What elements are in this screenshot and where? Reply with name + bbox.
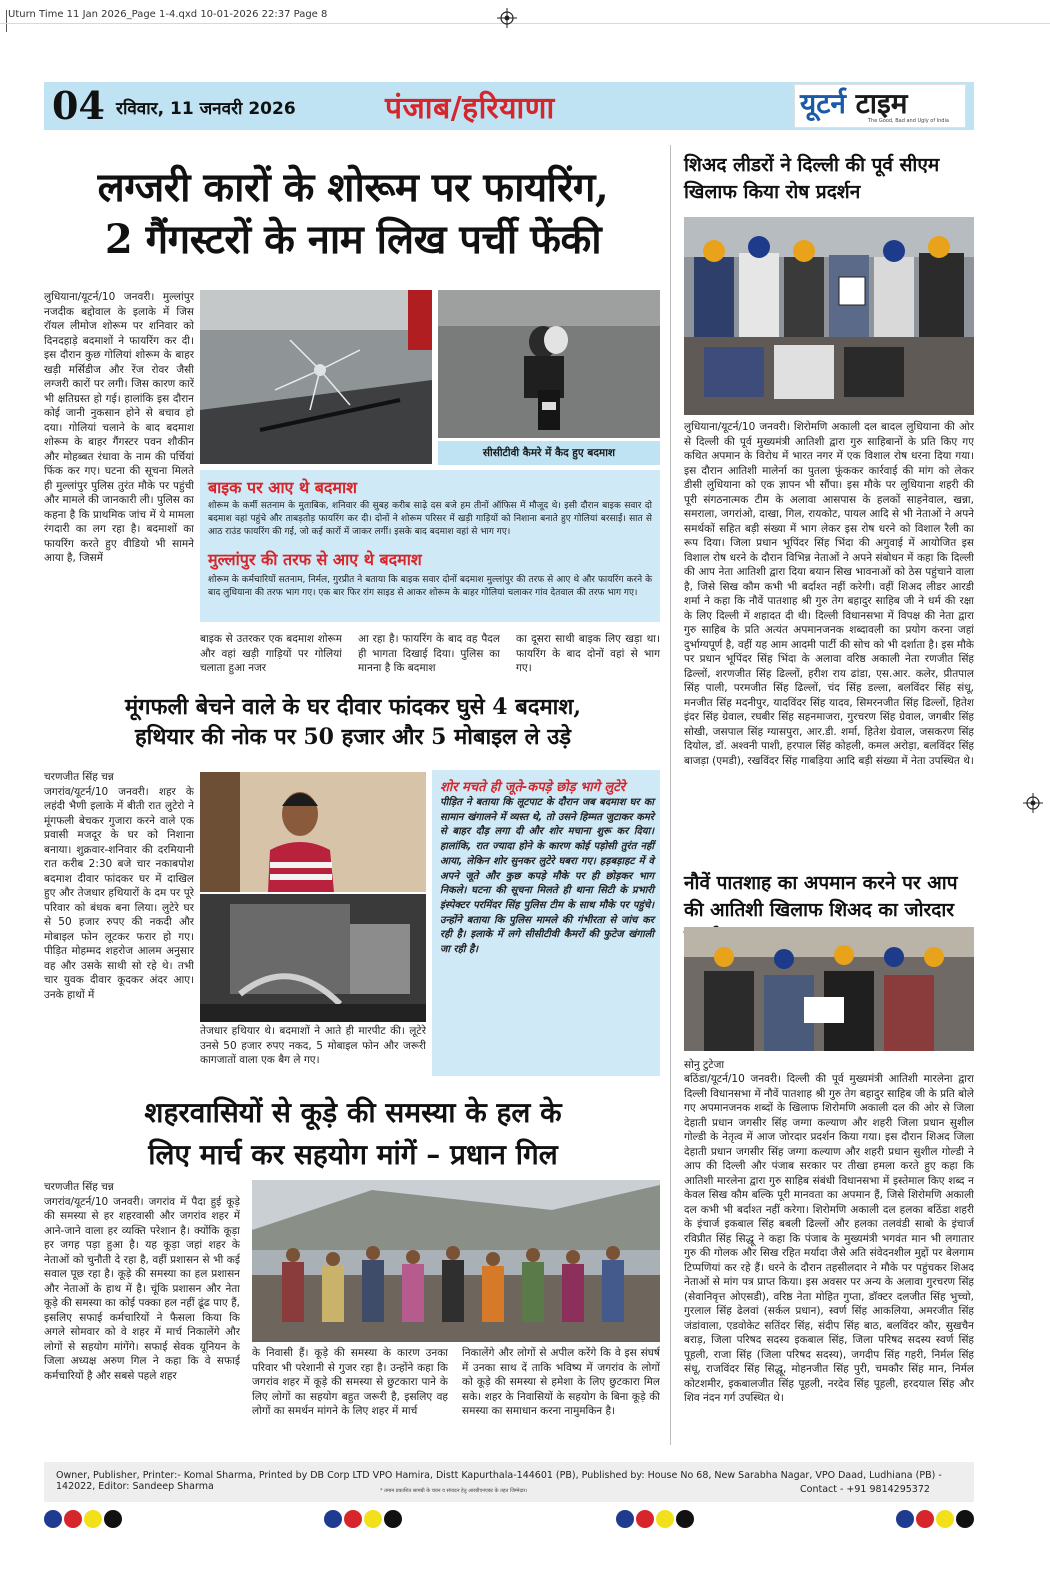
sidebar-subheading: बाइक पर आए थे बदमाश [208, 478, 357, 497]
article3-column3: निकालेंगे और लोगों से अपील करेंगे कि वे इस संघर्ष में उनका साथ दें ताकि भविष्य में जगरांव के लोगों को कूड़े की समस्या से हमेशा के लिए छुटकारा मिल सके। शहर के निवासियों के सहयोग के बिना कूड़े की समस्या का समाधान करना नामुमकिन है। [462, 1347, 660, 1417]
dot-black-icon [104, 1510, 122, 1528]
cracked-windshield-photo [200, 290, 432, 464]
dot-black-icon [384, 1510, 402, 1528]
dot-blue-icon [44, 1510, 62, 1528]
color-registration-dots [44, 1510, 124, 1530]
article1-column1: लुधियाना/यूटर्न/10 जनवरी। मुल्लांपुर नजदीक बद्दोवाल के इलाके में जिस रॉयल लीमोज शोरूम पर शनिवार को दिनदहाड़े बदमाशों ने फायरिंग कर दी। इस दौरान कुछ गोलियां शोरूम के बाहर खड़ी मर्सिडीज और रेंज रोवर जैसी लग्जरी कारों पर लगी। जिस कारण कारें भी क्षतिग्रस्त हो गई। हालांकि इस दौरान कोई जानी नुकसान होने से बचाव हो दया। गोलियां चलाने के बाद बदमाश शोरूम के बाहर गैंगस्टर पवन शौकीन और मोहब्बत रंधावा के नाम की पर्चियां फिंक कर गए। घटना की सूचना मिलते ही मुल्लांपुर पुलिस तुरंत मौके पर पहुंची और मामले की जानकारी ली। पुलिस का कहना है कि प्राथमिक जांच में ये मामला रंगदारी का लग रहा है। बदमाशों का फायरिंग करते हुए वीडियो भी सामने आया है, जिसमें [44, 291, 194, 564]
dot-yellow-icon [84, 1510, 102, 1528]
crime-scene-photo [200, 894, 426, 1022]
dot-yellow-icon [364, 1510, 382, 1528]
article3-headline-line2: लिए मार्च कर सहयोग मांगें – प्रधान गिल [148, 1138, 558, 1171]
article2-column2: तेजधार हथियार थे। बदमाशों ने आते ही मारपीट की। लूटेरे उनसे 50 हजार रुपए नकद, 5 मोबाइल फोन और जरूरी कागजातों वाला एक बैग ले गए। [200, 1025, 426, 1066]
page-number: 04 [52, 83, 105, 128]
right-story2-body: बठिंडा/यूटर्न/10 जनवरी। दिल्ली की पूर्व मुख्यमंत्री आतिशी मारलेना द्वारा दिल्ली विधानसभा में नौवें पातशाह श्री गुरु तेग बहादुर साहिब जी के प्रति बोले गए अपमानजनक शब्दों के खिलाफ शिरोमणि अकाली दल की ओर से जिला देहाती प्रधान जगसीर सिंह जग्गा कल्याण और शहरी जिला प्रधान सुशील गोल्डी के नेतृत्व में आज जोरदार प्रदर्शन किया गया। इस दौरान शिअद जिला देहाती प्रधान जगसीर सिंह जग्गा कल्याण और शहरी प्रधान सुशील गोल्डी ने आप की दिल्ली और पंजाब सरकार पर तीखा हमला करते हुए कहा कि आतिशी मारलेना द्वारा गुरु साहिब संबंधी विधानसभा में इस्तेमाल किए शब्द न केवल सिख कौम बल्कि पूरी मानवता का अपमान हैं, जिसे शिरोमणि अकाली दल कभी भी बर्दाश्त नहीं करेगा। शिरोमणि अकाली दल हलका बठिंडा शहरी के इंचार्ज इकबाल सिंह बबली ढिल्लों और हलका तलवंडी साबो के इंचार्ज रविप्रीत सिंह सिद्धू ने कहा कि पंजाब के मुख्यमंत्री भगवंत मान भी लगातार गुरु की गोलक और सिख रहित मर्यादा जैसे अति संवेदनशील मुद्दों पर बेलगाम टिप्पणियां कर रहे हैं। धरने के दौरान तहसीलदार ने मौके पर पहुंचकर शिअद नेताओं से मांग पत्र प्राप्त किया। इस अवसर पर अन्य के अलावा गुरचरण सिंह (सेवानिवृत्त ओएसडी), वरिष्ठ नेता मोहित गुप्ता, डॉक्टर दलजीत सिंह भुच्चो, गुरलाल सिंह ढेलवां (सर्कल प्रधान), स्वर्ण सिंह आकलिया, अमरजीत सिंह जंडांवाला, एडवोकेट सतिंदर सिंह, संदीप सिंह बाठ, बलविंदर कौर, सुखचैन बराड़, जिला परिषद सदस्य इकबाल सिंह, जिला परिषद सदस्य स्वर्ण सिंह पूहली, राजा सिंह (जिला परिषद सदस्य), जगदीप सिंह गहरी, निर्मल सिंह संधू, राजविंदर सिंह सिद्धू, मोहनजीत सिंह पुरी, चमकौर सिंह मान, निर्मल कोटशमीर, इकबालजीत सिंह पूहली, नरदेव सिंह पूहली, हरदयाल सिंह और शिव नंदन गर्ग उपस्थित थे। [684, 1073, 974, 1404]
registration-mark-icon [497, 8, 517, 28]
masthead-logo-part-b: टाइम [845, 87, 908, 120]
sidebar-subheading: शोर मचते ही जूते-कपड़े छोड़ भागे लुटेरे [440, 780, 626, 795]
dot-black-icon [956, 1510, 974, 1528]
article2-headline-line1: मूंगफली बेचने वाले के घर दीवार फांदकर घुसे 4 बदमाश, [125, 694, 581, 720]
imprint-note: * तमाम प्रकाशित सामग्री के चयन व संपादन हेतु आरबीएनएक्ट के तहत जिम्मेदार। [380, 1488, 528, 1494]
sad-dharna-photo [684, 217, 974, 415]
article1-headline [42, 162, 664, 266]
dot-blue-icon [896, 1510, 914, 1528]
dot-red-icon [916, 1510, 934, 1528]
right-story1-body: लुधियाना/यूटर्न/10 जनवरी। शिरोमणि अकाली दल बादल लुधियाना की ओर से दिल्ली की पूर्व मुख्यमंत्री आतिशी द्वारा गुरु साहिबानों के प्रति किए गए कथित अपमान के विरोध में भारत नगर में एक विशाल रोष धरना दिया गया। इस दौरान आतिशी मालेर्ना का पुतला फूंककर कार्रवाई की मांग को लेकर डीसी लुधियाना को एक ज्ञापन भी सौंपा। इस मौके पर लुधियाना शहरी की पूरी संगठनात्मक टीम के अलावा आसपास के हलकों साहनेवाल, खन्ना, समराला, जगरांओ, दाखा, गिल, रायकोट, पायल आदि से भी नेताओं ने अपने समर्थकों सहित बड़ी संख्या में भाग लेकर इस रोष धरने को विशाल रैली का रूप दिया। जिला प्रधान भूपिंदर सिंह भिंदा की अगुवाई में आयोजित इस विशाल रोष धरने के दौरान विभिन्न नेताओं ने अपने संबोधन में कहा कि दिल्ली की आप नेता आतिशी द्वारा दिया बयान सिख भावनाओं को ठेस पहुंचाने वाला है, जिसे सिख कौम कभी भी बर्दाश्त नहीं करेगी। वहीं शिअद लीडर आरडी शर्मा ने कहा कि नौवें पातशाह श्री गुरु तेग बहादुर साहिब जी ने धर्म की रक्षा के लिए दिल्ली में शहादत दी थी। दिल्ली विधानसभा में विपक्ष की नेता द्वारा गुरु साहिब के प्रति अत्यंत अपमानजनक शब्दावली का प्रयोग करना जहां दुर्भाग्यपूर्ण है, वहीं यह आम आदमी पार्टी की सोच को भी दर्शाता है। इस मौके पर प्रधान भूपिंदर सिंह भिंदा के अलावा वरिष्ठ अकाली नेता रणजीत सिंह ढिल्लों, शरणजीत सिंह ढिल्लों, हरीश राय ढांडा, एस.आर. कलेर, प्रीतपाल सिंह पाली, परमजीत सिंह ढिल्लों, चंद सिंह डल्ला, बलविंदर सिंह संधू, मनजीत सिंह मदनीपुर, यादविंदर सिंह यादव, सिमरनजीत सिंह ढिल्लों, हितेश इंदर सिंह ग्रेवाल, रघबीर सिंह सहनमाजरा, गुरचरण सिंह ग्रेवाल, जगबीर सिंह सोखी, जसपाल सिंह ग्यासपुरा, आर.डी. शर्मा, हितेश ग्रेवाल, जसकरण सिंह दियोल, डॉ. अश्वनी पाशी, हरपाल सिंह कोहली, कमल अरोड़ा, बलविंदर सिंह बाजड़ा (एमडी), रखविंदर सिंह गाबड़िया आदि बड़ी संख्या में नेता उपस्थित थे। [684, 421, 974, 767]
print-slug: Uturn Time 11 Jan 2026_Page 1-4.qxd 10-01-2026 22:37 Page 8 [8, 9, 328, 20]
sidebar-subheading: मुल्लांपुर की तरफ से आए थे बदमाश [208, 550, 422, 569]
article3-column1 [44, 1180, 240, 1442]
registration-mark-icon [1023, 793, 1043, 813]
masthead-logo-part-a: यूटर्न [800, 87, 846, 120]
byline: चरणजीत सिंह चन्न [44, 1181, 114, 1193]
slug-divider [0, 23, 1050, 24]
article1-headline-line2: 2 गैंगस्टरों के नाम लिख पर्ची फेंकी [104, 216, 602, 263]
dot-red-icon [64, 1510, 82, 1528]
crop-mark [6, 10, 7, 32]
victim-portrait-photo [200, 772, 426, 892]
article2-headline-line2: हथियार की नोक पर 50 हजार और 5 मोबाइल ले उड़े [134, 724, 572, 750]
imprint-contact: Contact - +91 9814295372 [800, 1484, 930, 1495]
section-title: पंजाब/हरियाणा [385, 91, 555, 126]
dot-red-icon [344, 1510, 362, 1528]
article2-body: जगरांव/यूटर्न/10 जनवरी। शहर के लहंदी भैणी इलाके में बीती रात लुटेरो ने मूंगफली बेचकर गुजारा करने वाले एक प्रवासी मजदूर के घर को निशाना बनाया। शुक्रवार-शनिवार की दरमियानी रात करीब 2:30 बजे चार नकाबपोश बदमाश दीवार फांदकर घर में दाखिल हुए और तेजधार हथियारों के दम पर पूरे परिवार को बंधक बना लिया। लुटेरे घर से 50 हजार रुपए की नकदी और मोबाइल फोन लूटकर फरार हो गए। पीड़ित मोहम्मद शहरोज आलम अनुसार वह और उसके साथी सो रहे थे। तभी चार युवक दीवार कूदकर अंदर आए। उनके हाथों में [44, 785, 194, 1001]
byline: चरणजीत सिंह चन्न [44, 771, 114, 783]
color-registration-dots [324, 1510, 404, 1530]
sanitation-march-photo [252, 1180, 660, 1342]
article3-headline-line1: शहरवासियों से कूड़े की समस्या के हल के [144, 1096, 562, 1129]
right-story2-headline: नौवें पातशाह का अपमान करने पर आप की आतिशी खिलाफ शिअद का जोरदार [684, 872, 958, 921]
article1-column3: आ रहा है। फायरिंग के बाद वह पैदल ही भागता दिखाई दिया। पुलिस का मानना है कि बदमाश [358, 633, 500, 674]
article1-column2: बाइक से उतरकर एक बदमाश शोरूम और वहां खड़ी गाड़ियों पर गोलियां चलाता हुआ नजर [200, 633, 342, 674]
right-story1-headline: शिअद लीडरों ने दिल्ली की पूर्व सीएम खिलाफ किया रोष प्रदर्शन [684, 154, 940, 203]
imprint-line: Owner, Publisher, Printer:- Komal Sharma, Printed by DB Corp LTD VPO Hamira, Distt Kapurthala-144601 (PB), Published by: House No 68, New Sarabha Nagar, VPO Daad, Ludhiana (PB) - 142022, Editor: Sandeep Sharma [56, 1470, 942, 1492]
sidebar-text: शोरूम के कर्मी सतनाम के मुताबिक, शनिवार की सुबह करीब साढ़े दस बजे हम तीनों ऑफिस में मौजूद थे। इसी दौरान बाइक सवार दो बदमाश वहां पहुंचे और ताबड़तोड़ फायरिंग कर दी। दोनों ने शोरूम परिसर में खड़ी गाड़ियों को निशाना बनाते हुए गोलियां बरसाईं। सात से आठ राउंड फायरिंग की गई, जो कई कारों में जाकर लगीं। इसके बाद बदमाश वहां से भाग गए। [208, 501, 652, 537]
color-registration-dots [896, 1510, 976, 1530]
article3-body: जगरांव/यूटर्न/10 जनवरी। जगरांव में पैदा हुई कूड़े की समस्या से हर शहरवासी और जगरांव शहर में आने-जाने वाला हर व्यक्ति परेशान है। क्योंकि कूड़ा हर जगह पड़ा हुआ है। यह कूड़ा जहां शहर के नेताओं को चुनौती दे रहा है, वहीं प्रशासन से भी कई सवाल पूछ रहा है। कूड़े की समस्या का हल प्रशासन और नेताओं के हाथ में है। चूंकि प्रशासन और नेता कूड़े की समस्या का कोई पक्का हल नहीं ढूंढ पाए हैं, इसलिए सफाई कर्मचारियों ने फैसला किया कि अगले सोमवार को वे शहर में मार्च निकालेंगे और लोगों से सहयोग मांगेंगे। सफाई सेवक यूनियन के जिला अध्यक्ष अरुण गिल ने कहा कि वे सफाई कर्मचारियों है और सबसे पहले शहर [44, 1195, 240, 1382]
cctv-bike-photo [438, 290, 660, 438]
article3-column2: के निवासी हैं। कूड़े की समस्या के कारण उनका परिवार भी परेशानी से गुजर रहा है। उन्होंने कहा कि जगरांव शहर में कूड़े की समस्या से छुटकारा पाने के लिए लोगों का सहयोग बहुत जरूरी है, इसलिए वह लोगों का समर्थन मांगने के लिए शहर में मार्च [252, 1347, 448, 1417]
sidebar-text: पीड़ित ने बताया कि लूटपाट के दौरान जब बदमाश घर का सामान खंगालने में व्यस्त थे, तो उसने हिम्मत जुटाकर कमरे से बाहर दौड़ लगा दी और शोर मचाना शुरू कर दिया। हालांकि, रात ज्यादा होने के कारण कोई पड़ोसी तुरंत नहीं आया, लेकिन शोर सुनकर लुटेरे घबरा गए। हड़बड़ाहट में वे अपने जूते और कुछ कपड़े मौके पर ही छोड़कर भाग निकले। घटना की सूचना मिलते ही थाना सिटी के प्रभारी इंस्पेक्टर परमिंदर सिंह पुलिस टीम के साथ मौके पर पहुंचे। उन्होंने बताया कि पुलिस मामले की गंभीरता से जांच कर रही है। इलाके में लगे सीसीटीवी कैमरों की फुटेज खंगाली जा रही है। [440, 797, 654, 956]
article2-headline [42, 692, 664, 752]
masthead-tagline: The Good, Bad and Ugly of India [868, 118, 949, 124]
article1-headline-line1: लग्जरी कारों के शोरूम पर फायरिंग, [97, 164, 609, 211]
byline: सोनु टुटेजा [684, 1059, 725, 1071]
dot-blue-icon [616, 1510, 634, 1528]
article2-column1 [44, 770, 194, 1076]
dot-black-icon [676, 1510, 694, 1528]
issue-date: रविवार, 11 जनवरी 2026 [116, 99, 296, 119]
dot-yellow-icon [656, 1510, 674, 1528]
dot-yellow-icon [936, 1510, 954, 1528]
dot-red-icon [636, 1510, 654, 1528]
dot-blue-icon [324, 1510, 342, 1528]
photo-caption: सीसीटीवी कैमरे में कैद हुए बदमाश [438, 441, 660, 465]
color-registration-dots [616, 1510, 696, 1530]
article3-headline [42, 1092, 664, 1176]
memorandum-photo [684, 927, 974, 1051]
sidebar-text: शोरूम के कर्मचारियों सतनाम, निर्मल, गुरप्रीत ने बताया कि बाइक सवार दोनों बदमाश मुल्लांपुर की तरफ से आए थे और फायरिंग करने के बाद लुधियाना की तरफ भाग गए। एक बार फिर रांग साइड से आकर शोरूम के बाहर गोलियां चलाकर गांव देतवाल की तरफ भाग गए। [208, 575, 652, 598]
article1-column4: का दूसरा साथी बाइक लिए खड़ा था। फायरिंग के बाद दोनों वहां से भाग गए। [516, 633, 660, 674]
column-rule [670, 145, 671, 1445]
masthead-logo [800, 84, 908, 122]
